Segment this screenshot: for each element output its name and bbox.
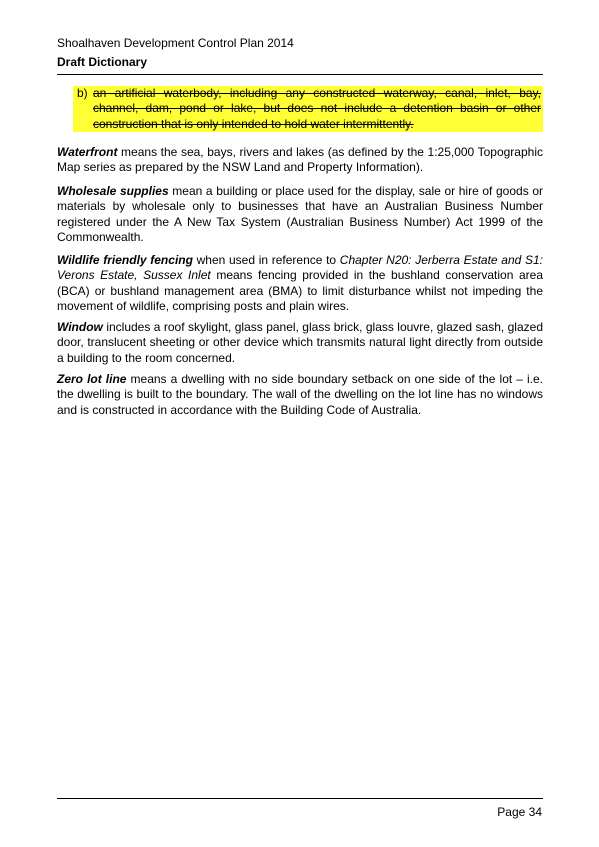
list-item-label: b) [77, 86, 88, 100]
definition-window [57, 320, 543, 366]
struck-text: an artificial waterbody, including any constructed waterway, canal, inlet, bay, channel, dam, pond or lake, but does not include a detention basin or other construction that is only intended to hold water intermittently. [93, 86, 541, 131]
definition-text: mean a building or place used for the display, sale or hire of goods or materials by wholesale only to businesses that have an Australian Business Number registered under the A New Tax System (Australian Business Number) Act 1999 of the Commonwealth. [57, 184, 543, 244]
term-wholesale-supplies: Wholesale supplies [57, 184, 169, 198]
section-title: Draft Dictionary [57, 55, 148, 69]
term-window: Window [57, 320, 103, 334]
definition-text: means fencing provided in the bushland conservation area (BCA) or bushland management area (BMA) to limit disturbance whilst not impeding the movement of wildlife, comprising posts and plain wires. [57, 268, 544, 313]
definition-waterfront [57, 145, 543, 176]
header-rule [57, 74, 543, 75]
page-number: Page 34 [497, 805, 542, 819]
definition-zero-lot-line [57, 372, 543, 418]
term-waterfront: Waterfront [57, 145, 118, 159]
definition-wildlife-friendly-fencing [57, 253, 543, 314]
definition-text: includes a roof skylight, glass panel, glass brick, glass louvre, glazed sash, glazed door, translucent sheeting or other device which transmits natural light directly from outside a building to the room concerned. [57, 320, 543, 365]
definition-text: means a dwelling with no side boundary setback on one side of the lot – i.e. the dwelling is built to the boundary. The wall of the dwelling on the lot line has no windows and is constructed in accordance with the Building Code of Australia. [57, 372, 543, 417]
struck-list-item [73, 86, 543, 132]
definition-text: when used in reference to [192, 253, 340, 267]
document-title: Shoalhaven Development Control Plan 2014 [57, 36, 294, 50]
definition-wholesale-supplies [57, 184, 543, 245]
footer-rule [57, 798, 543, 799]
term-wildlife-friendly-fencing: Wildlife friendly fencing [57, 253, 193, 267]
chapter-reference: Chapter N20: Jerberra Estate and S1: Verons Estate, Sussex Inlet [57, 253, 543, 283]
definition-text: means the sea, bays, rivers and lakes (as defined by the 1:25,000 Topographic Map series as prepared by the NSW Land and Property Information). [57, 145, 543, 175]
term-zero-lot-line: Zero lot line [57, 372, 127, 386]
